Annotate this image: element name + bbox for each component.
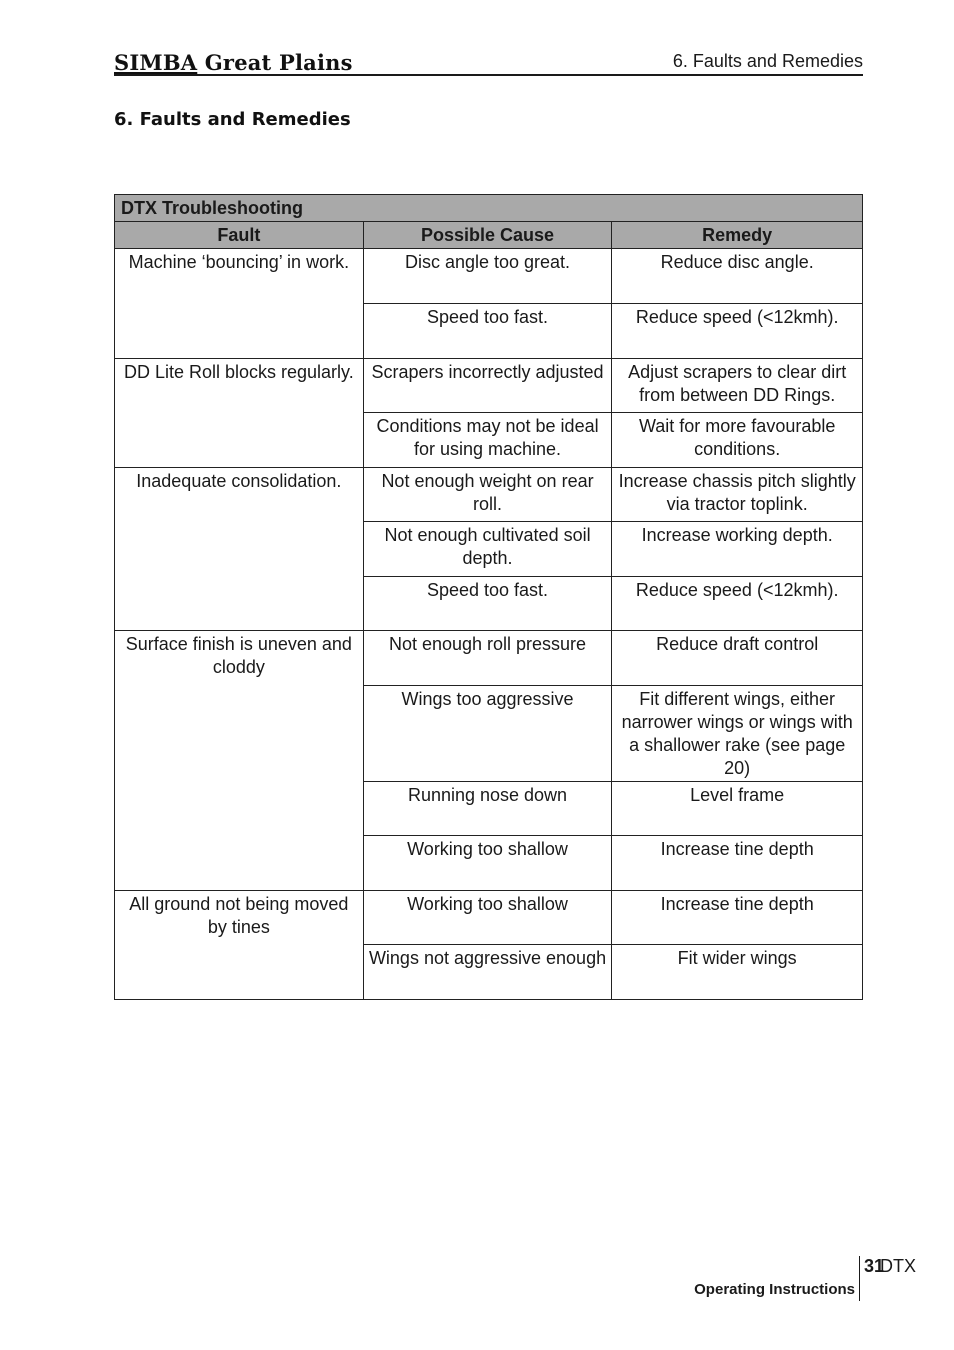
fault-cell: All ground not being moved by tines bbox=[115, 891, 364, 1000]
footer-doc-name: DTX bbox=[880, 1256, 916, 1276]
brand-great-plains: Great Plains bbox=[197, 50, 353, 75]
table-row bbox=[115, 468, 863, 522]
cause-cell: Scrapers incorrectly adjusted bbox=[363, 359, 612, 413]
table-row bbox=[115, 359, 863, 413]
footer-divider bbox=[859, 1256, 860, 1301]
page-header bbox=[114, 46, 863, 76]
remedy-cell: Reduce speed (<12kmh). bbox=[612, 577, 863, 631]
remedy-cell: Reduce disc angle. bbox=[612, 249, 863, 304]
cause-cell: Working too shallow bbox=[363, 891, 612, 945]
column-header-remedy: Remedy bbox=[612, 222, 863, 249]
remedy-cell: Increase working depth. bbox=[612, 522, 863, 577]
cause-cell: Speed too fast. bbox=[363, 304, 612, 359]
table-title-row bbox=[115, 195, 863, 222]
remedy-cell: Fit different wings, either narrower wings or wings with a shallower rake (see page 20) bbox=[612, 686, 863, 782]
brand-simba: SIMBA bbox=[114, 50, 198, 75]
troubleshooting-table bbox=[114, 194, 863, 1000]
cause-cell: Wings not aggressive enough bbox=[363, 945, 612, 1000]
brand-logo bbox=[114, 50, 353, 75]
table-header-row bbox=[115, 222, 863, 249]
remedy-cell: Increase tine depth bbox=[612, 891, 863, 945]
fault-cell: Machine ‘bouncing’ in work. bbox=[115, 249, 364, 359]
remedy-cell: Level frame bbox=[612, 782, 863, 836]
cause-cell: Not enough cultivated soil depth. bbox=[363, 522, 612, 577]
cause-cell: Not enough weight on rear roll. bbox=[363, 468, 612, 522]
table-title: DTX Troubleshooting bbox=[115, 195, 863, 222]
footer-subtitle: Operating Instructions bbox=[694, 1281, 855, 1298]
cause-cell: Not enough roll pressure bbox=[363, 631, 612, 686]
cause-cell: Running nose down bbox=[363, 782, 612, 836]
cause-cell: Speed too fast. bbox=[363, 577, 612, 631]
remedy-cell: Increase chassis pitch slightly via tractor toplink. bbox=[612, 468, 863, 522]
remedy-cell: Increase tine depth bbox=[612, 836, 863, 891]
fault-cell: Inadequate consolidation. bbox=[115, 468, 364, 631]
cause-cell: Working too shallow bbox=[363, 836, 612, 891]
table-row bbox=[115, 891, 863, 945]
page-title: 6. Faults and Remedies bbox=[114, 109, 351, 130]
cause-cell: Conditions may not be ideal for using machine. bbox=[363, 413, 612, 468]
fault-cell: Surface finish is uneven and cloddy bbox=[115, 631, 364, 891]
cause-cell: Wings too aggressive bbox=[363, 686, 612, 782]
remedy-cell: Reduce draft control bbox=[612, 631, 863, 686]
remedy-cell: Reduce speed (<12kmh). bbox=[612, 304, 863, 359]
remedy-cell: Wait for more favourable conditions. bbox=[612, 413, 863, 468]
table-row bbox=[115, 249, 863, 304]
remedy-cell: Fit wider wings bbox=[612, 945, 863, 1000]
cause-cell: Disc angle too great. bbox=[363, 249, 612, 304]
column-header-fault: Fault bbox=[115, 222, 364, 249]
column-header-possible-cause: Possible Cause bbox=[363, 222, 612, 249]
page-number: 31 bbox=[864, 1256, 885, 1276]
remedy-cell: Adjust scrapers to clear dirt from between DD Rings. bbox=[612, 359, 863, 413]
header-section-title: 6. Faults and Remedies bbox=[672, 51, 863, 71]
fault-cell: DD Lite Roll blocks regularly. bbox=[115, 359, 364, 468]
table-row bbox=[115, 631, 863, 686]
